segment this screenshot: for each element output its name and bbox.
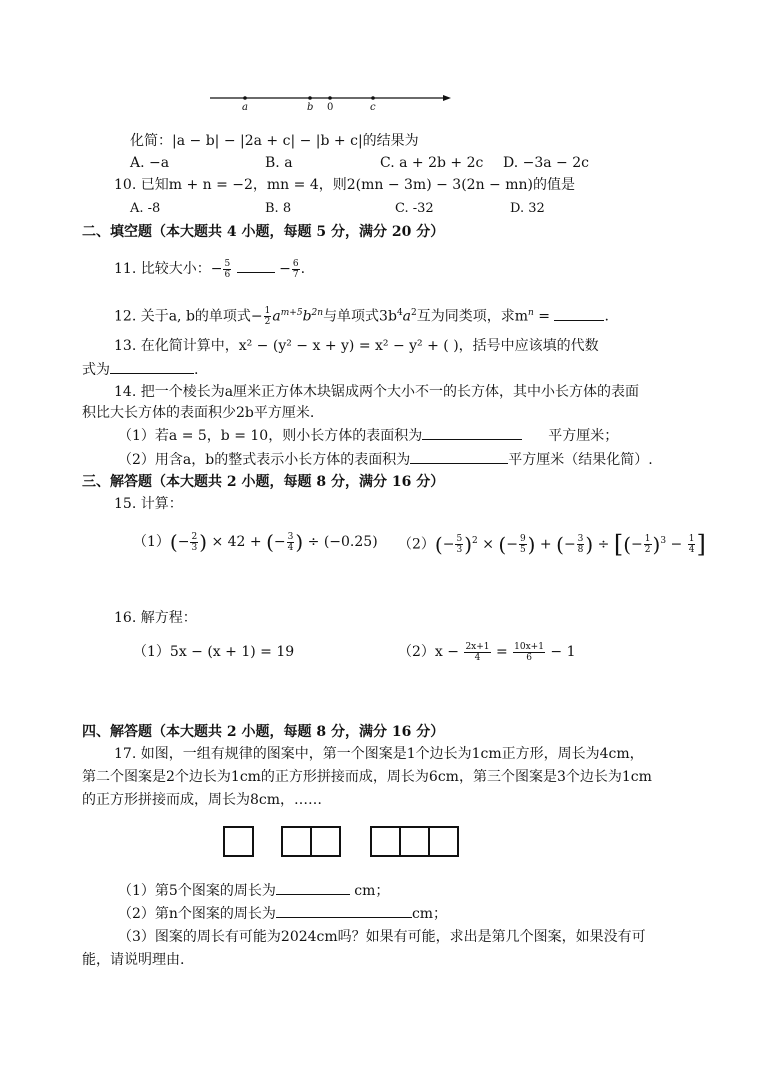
q16-frac-1-den: 4 xyxy=(474,652,481,663)
q12-end: . xyxy=(604,308,609,325)
section-4-title: 四、解答题（本大题共 2 小题，每题 8 分，满分 16 分） xyxy=(82,724,445,740)
q14-sub-1-blank[interactable] xyxy=(422,425,522,440)
q17-sub-3-line-1: （3）图案的周长有可能为2024cm吗？如果有可能，求出是第几个图案，如果没有可 xyxy=(118,929,646,945)
q12-frac-num: 1 xyxy=(264,306,271,317)
q16-frac-1 xyxy=(464,642,490,663)
number-line-label-a: a xyxy=(242,102,248,113)
q14-sub-2-prefix: （2）用含a，b的整式表示小长方体的表面积为 xyxy=(118,452,411,468)
q12-prefix: 12. 关于a, b的单项式− xyxy=(114,308,263,325)
q17-sub-1 xyxy=(118,880,389,901)
q9-option-c: C. a + 2b + 2c xyxy=(380,155,484,171)
q15-p1-label: （1） xyxy=(133,534,170,550)
q16-part-2: （2）x − $\frac{2x+1}{4}$ = $\frac{10x+1}{6}$ − 1 xyxy=(398,641,576,663)
q12-exp-3: 4 xyxy=(396,308,403,318)
q10-stem: 10. 已知m + n = −2，mn = 4，则2(mn − 3m) − 3(2n − mn)的值是 xyxy=(114,177,575,193)
q12-exp-1: m+5 xyxy=(280,308,303,318)
q14-sub-2-suffix: 平方厘米（结果化简）. xyxy=(508,452,653,468)
number-line-label-0: 0 xyxy=(327,102,334,113)
q17-sub-2-blank[interactable] xyxy=(276,903,412,918)
q11-frac-2-den: 7 xyxy=(292,269,299,280)
q9-option-b: B. a xyxy=(265,155,293,171)
q9-option-a: A. −a xyxy=(130,155,170,171)
q13-line-2-end: . xyxy=(194,362,199,378)
q10-option-a: A. -8 xyxy=(130,201,161,216)
q17-line-2: 第二个图案是2个边长为1cm的正方形拼接而成，周长为6cm，第三个图案是3个边长为1cm xyxy=(82,769,652,785)
q14-sub-2 xyxy=(118,449,653,470)
q11-mid: − xyxy=(279,261,291,277)
q9-option-d: D. −3a − 2c xyxy=(503,155,589,171)
q14-sub-1-suffix: 平方厘米； xyxy=(548,428,619,444)
q15-p2-label: （2） xyxy=(398,536,435,553)
q11-prefix: 11. 比较大小：− xyxy=(114,261,223,277)
q13-line-1: 13. 在化简计算中，x² − (y² − x + y) = x² − y² + ( )，括号中应该填的代数 xyxy=(114,338,599,354)
q12-answer-blank[interactable] xyxy=(554,306,604,321)
q12-var-a: a xyxy=(272,308,281,325)
q14-line-1: 14. 把一个棱长为a厘米正方体木块锯成两个大小不一的长方体，其中小长方体的表面 xyxy=(114,384,640,400)
q11-answer-blank[interactable] xyxy=(237,258,275,273)
q11-frac-1-num: 5 xyxy=(224,258,231,269)
q12-eq: = xyxy=(533,308,555,325)
q12-exp-4: 2 xyxy=(411,308,417,318)
q16-label: 16. 解方程： xyxy=(114,610,197,626)
q15-part-2: （2）(− $\frac{5}{3}$ )$^2$ × (− $\frac{9}{5}$ ) + (− $\frac{3}{8}$ ) ÷ [(− $\frac{1}{2}$ )$^3$ − $\frac{1}{4}$ ] xyxy=(398,530,706,559)
q15-label: 15. 计算： xyxy=(114,496,183,512)
q11-frac-2 xyxy=(292,259,300,280)
q13-line-2-prefix: 式为 xyxy=(82,362,110,378)
q11-frac-1-den: 6 xyxy=(224,269,231,280)
q12-tail: 互为同类项，求m xyxy=(416,308,529,325)
q11 xyxy=(114,258,305,280)
q17-sub-3-line-2: 能，请说明理由. xyxy=(82,952,185,968)
q11-frac-1 xyxy=(223,259,231,280)
q17-sub-1-suffix: cm； xyxy=(349,883,390,899)
q16-frac-2-num: 10x+1 xyxy=(514,641,544,652)
q15-part-1: （1）(− $\frac{2}{3}$ ) × 42 + (− $\frac{3}{4}$ ) ÷ (−0.25) xyxy=(133,530,378,554)
q17-sub-2-suffix: cm； xyxy=(411,906,448,922)
q16-part-1: （1）5x − (x + 1) = 19 xyxy=(133,644,295,660)
q15-p1-a: × 42 + xyxy=(211,534,262,550)
q16-frac-2 xyxy=(513,642,545,663)
q12 xyxy=(114,303,609,327)
q10-option-d: D. 32 xyxy=(510,201,545,216)
q12-mid: 与单项式3b xyxy=(323,308,397,325)
q10-option-b: B. 8 xyxy=(265,201,292,216)
section-2-title: 二、填空题（本大题共 4 小题，每题 5 分，满分 20 分） xyxy=(82,224,445,240)
q17-line-1: 17. 如图，一组有规律的图案中，第一个图案是1个边长为1cm正方形，周长为4cm， xyxy=(114,746,644,762)
q15-p1-b: ÷ (−0.25) xyxy=(307,534,378,550)
q12-frac xyxy=(264,306,272,327)
q11-frac-2-num: 6 xyxy=(292,258,299,269)
q17-line-3: 的正方形拼接而成，周长为8cm，…… xyxy=(82,792,323,808)
q17-sub-2-prefix: （2）第n个图案的周长为 xyxy=(118,906,276,922)
q11-end: . xyxy=(300,261,306,277)
q17-sub-2 xyxy=(118,903,447,924)
number-line-label-b: b xyxy=(307,102,314,113)
q16-frac-1-num: 2x+1 xyxy=(465,641,490,652)
q14-sub-1 xyxy=(118,425,618,446)
q16-frac-2-den: 6 xyxy=(526,652,532,663)
q14-sub-1-prefix: （1）若a = 5，b = 10，则小长方体的表面积为 xyxy=(118,428,423,444)
q17-sub-1-prefix: （1）第5个图案的周长为 xyxy=(118,883,276,899)
q9-stem: 化简：|a − b| − |2a + c| − |b + c|的结果为 xyxy=(130,133,419,149)
q12-var-a2: a xyxy=(402,308,412,325)
q14-line-2: 积比大长方体的表面积少2b平方厘米. xyxy=(82,405,315,421)
q12-var-b: b xyxy=(302,308,312,325)
q10-option-c: C. -32 xyxy=(395,201,434,216)
number-line-label-c: c xyxy=(370,102,376,113)
q16-p2-label: （2）x − xyxy=(398,644,459,660)
q13-line-2 xyxy=(82,359,198,380)
q13-answer-blank[interactable] xyxy=(110,359,194,374)
section-3-title: 三、解答题（本大题共 2 小题，每题 8 分，满分 16 分） xyxy=(82,474,445,490)
q17-sub-1-blank[interactable] xyxy=(276,880,350,895)
q12-exp-2: 2n xyxy=(311,308,324,318)
q12-frac-den: 2 xyxy=(264,317,271,328)
q12-exp-5: n xyxy=(528,308,534,318)
q14-sub-2-blank[interactable] xyxy=(410,449,508,464)
q16-p2-end: − 1 xyxy=(550,644,576,660)
